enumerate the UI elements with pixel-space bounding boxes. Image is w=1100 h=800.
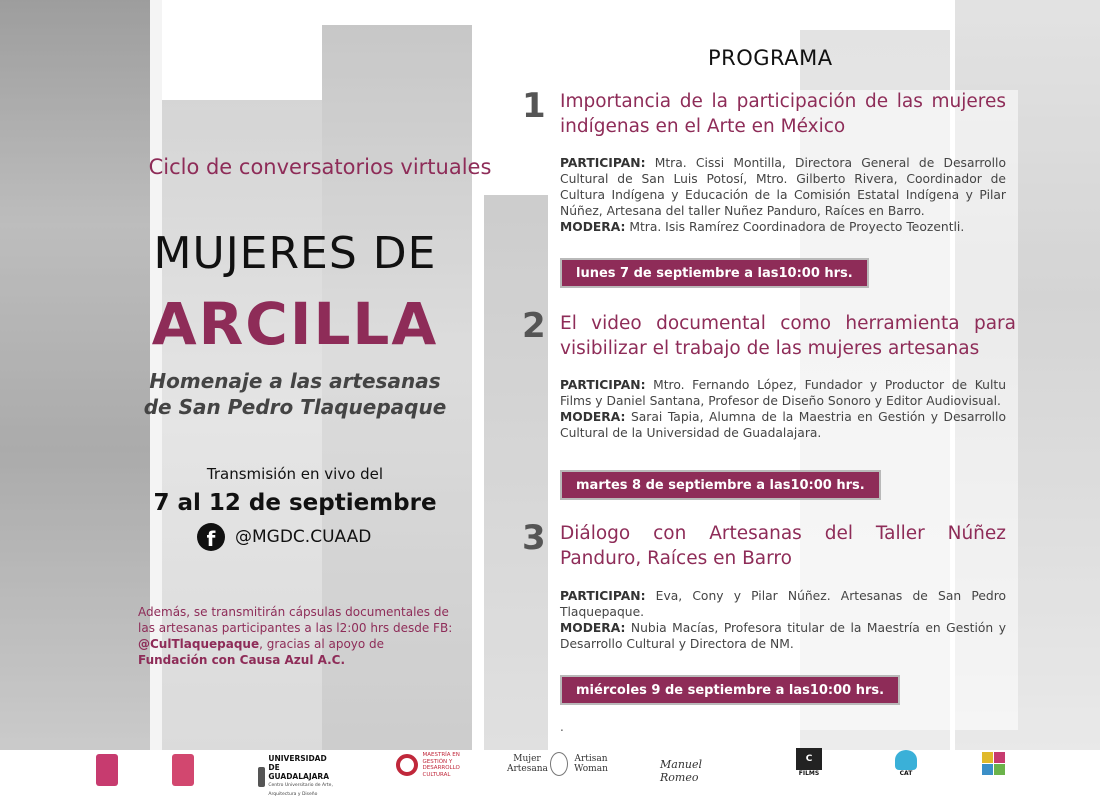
talk-title: Diálogo con Artesanas del Taller Núñez Panduro, Raíces en Barro [560,523,1006,569]
kultu-films-logo [796,748,822,777]
talk-date-badge: lunes 7 de septiembre a las10:00 hrs. [560,258,869,288]
tlaquepaque-emblem-icon [96,754,118,786]
additional-info-text: Además, se transmitirán cápsulas documentales de las artesanas participantes a las l2:00 hrs desde FB: [138,605,453,635]
artisan-emblem-icon [550,752,568,776]
additional-info [138,604,456,668]
manuel-romeo-logo [660,758,730,784]
tagline-line2: de San Pedro Tlaquepaque [143,395,447,419]
culture-emblem-icon [172,754,194,786]
moderator-label: MODERA: [560,410,626,424]
talk-number: 2 [522,306,546,346]
udg-subtitle: Centro Universitario de Arte, Arquitectura y Diseño [268,783,333,797]
series-subtitle: Ciclo de conversatorios virtuales [148,155,492,179]
cat-text: CAT [899,770,913,777]
colorful-grid-icon [982,752,1005,775]
facebook-handle: @MGDC.CUAAD [235,527,372,547]
moderator-label: MODERA: [560,621,626,635]
kultu-films-icon: C [796,748,822,770]
mujer-artesana-text: Mujer Artesana [507,754,548,774]
moderator-text: Nubia Macías, Profesora titular de la Maestría en Gestión y Desarrollo Cultural y Directora de NM. [560,621,1006,651]
talk-details [560,155,1006,235]
maestria-name: MAESTRÍA EN GESTIÓN Y DESARROLLO CULTURAL [422,752,460,778]
talk-number: 1 [522,86,546,126]
additional-info-text: , gracias al apoyo de [259,637,385,651]
colorful-logo [982,752,1005,775]
talk-details [560,377,1006,441]
talk-number: 3 [522,518,546,558]
talk-title: Importancia de la participación de las mujeres indígenas en el Arte en México [560,91,1006,137]
cat-icon [895,750,917,770]
talk-details [560,588,1006,652]
event-title-line1: MUJERES DE [153,228,437,279]
participants-text: Mtro. Fernando López, Fundador y Productor de Kultu Films y Daniel Santana, Profesor de Diseño Sonoro y Editor Audiovisual. [560,378,1006,408]
facebook-icon: f [197,523,225,551]
udg-name: UNIVERSIDAD DE GUADALAJARA [268,754,329,781]
talk-date-badge: martes 8 de septiembre a las10:00 hrs. [560,470,881,500]
event-tagline [120,368,470,420]
maestria-emblem-icon [396,754,418,776]
event-title-line2: ARCILLA [151,290,439,358]
tlaquepaque-logo [96,754,118,786]
moderator-label: MODERA: [560,220,626,234]
artisan-woman-text: Artisan Woman [574,754,608,774]
talk-date-badge: miércoles 9 de septiembre a las10:00 hrs. [560,675,900,705]
mujer-artesana-logo [505,752,613,776]
moderator-text: Sarai Tapia, Alumna de la Maestria en Gestión y Desarrollo Cultural de la Universidad de Guadalajara. [560,410,1006,440]
maestria-logo [393,752,473,778]
manuel-romeo-signature: Manuel Romeo [660,758,703,784]
participants-text: Mtra. Cissi Montilla, Directora General de Desarrollo Cultural de San Luis Potosí, Mtro. Gilberto Rivera, Coordinador de Cultura Indígena y Educación de la Comisión Estatal Indígena y Pilar Núñez, Artesana del taller Nuñez Panduro, Raíces en Barro. [560,156,1006,218]
participants-text: Eva, Cony y Pilar Núñez. Artesanas de San Pedro Tlaquepaque. [560,589,1006,619]
udg-shield-icon [258,767,265,787]
moderator-text: Mtra. Isis Ramírez Coordinadora de Proyecto Teozentli. [625,220,965,234]
tagline-line1: Homenaje a las artesanas [149,369,441,393]
kultu-films-text: FILMS [798,770,820,777]
cat-logo [895,750,917,777]
participants-label: PARTICIPAN: [560,378,646,392]
udg-logo [258,754,340,799]
participants-label: PARTICIPAN: [560,156,646,170]
broadcast-label: Transmisión en vivo del [206,465,384,483]
culture-handle: @CulTlaquepaque [138,637,260,651]
talk-title: El video documental como herramienta para visibilizar el trabajo de las mujeres artesanas [560,313,1016,359]
program-heading: PROGRAMA [708,46,833,70]
trailing-dot: . [560,720,564,734]
participants-label: PARTICIPAN: [560,589,646,603]
sponsor-name: Fundación con Causa Azul A.C. [138,653,346,667]
facebook-link[interactable] [197,523,371,551]
broadcast-dates: 7 al 12 de septiembre [153,490,437,516]
culture-logo [172,754,194,786]
